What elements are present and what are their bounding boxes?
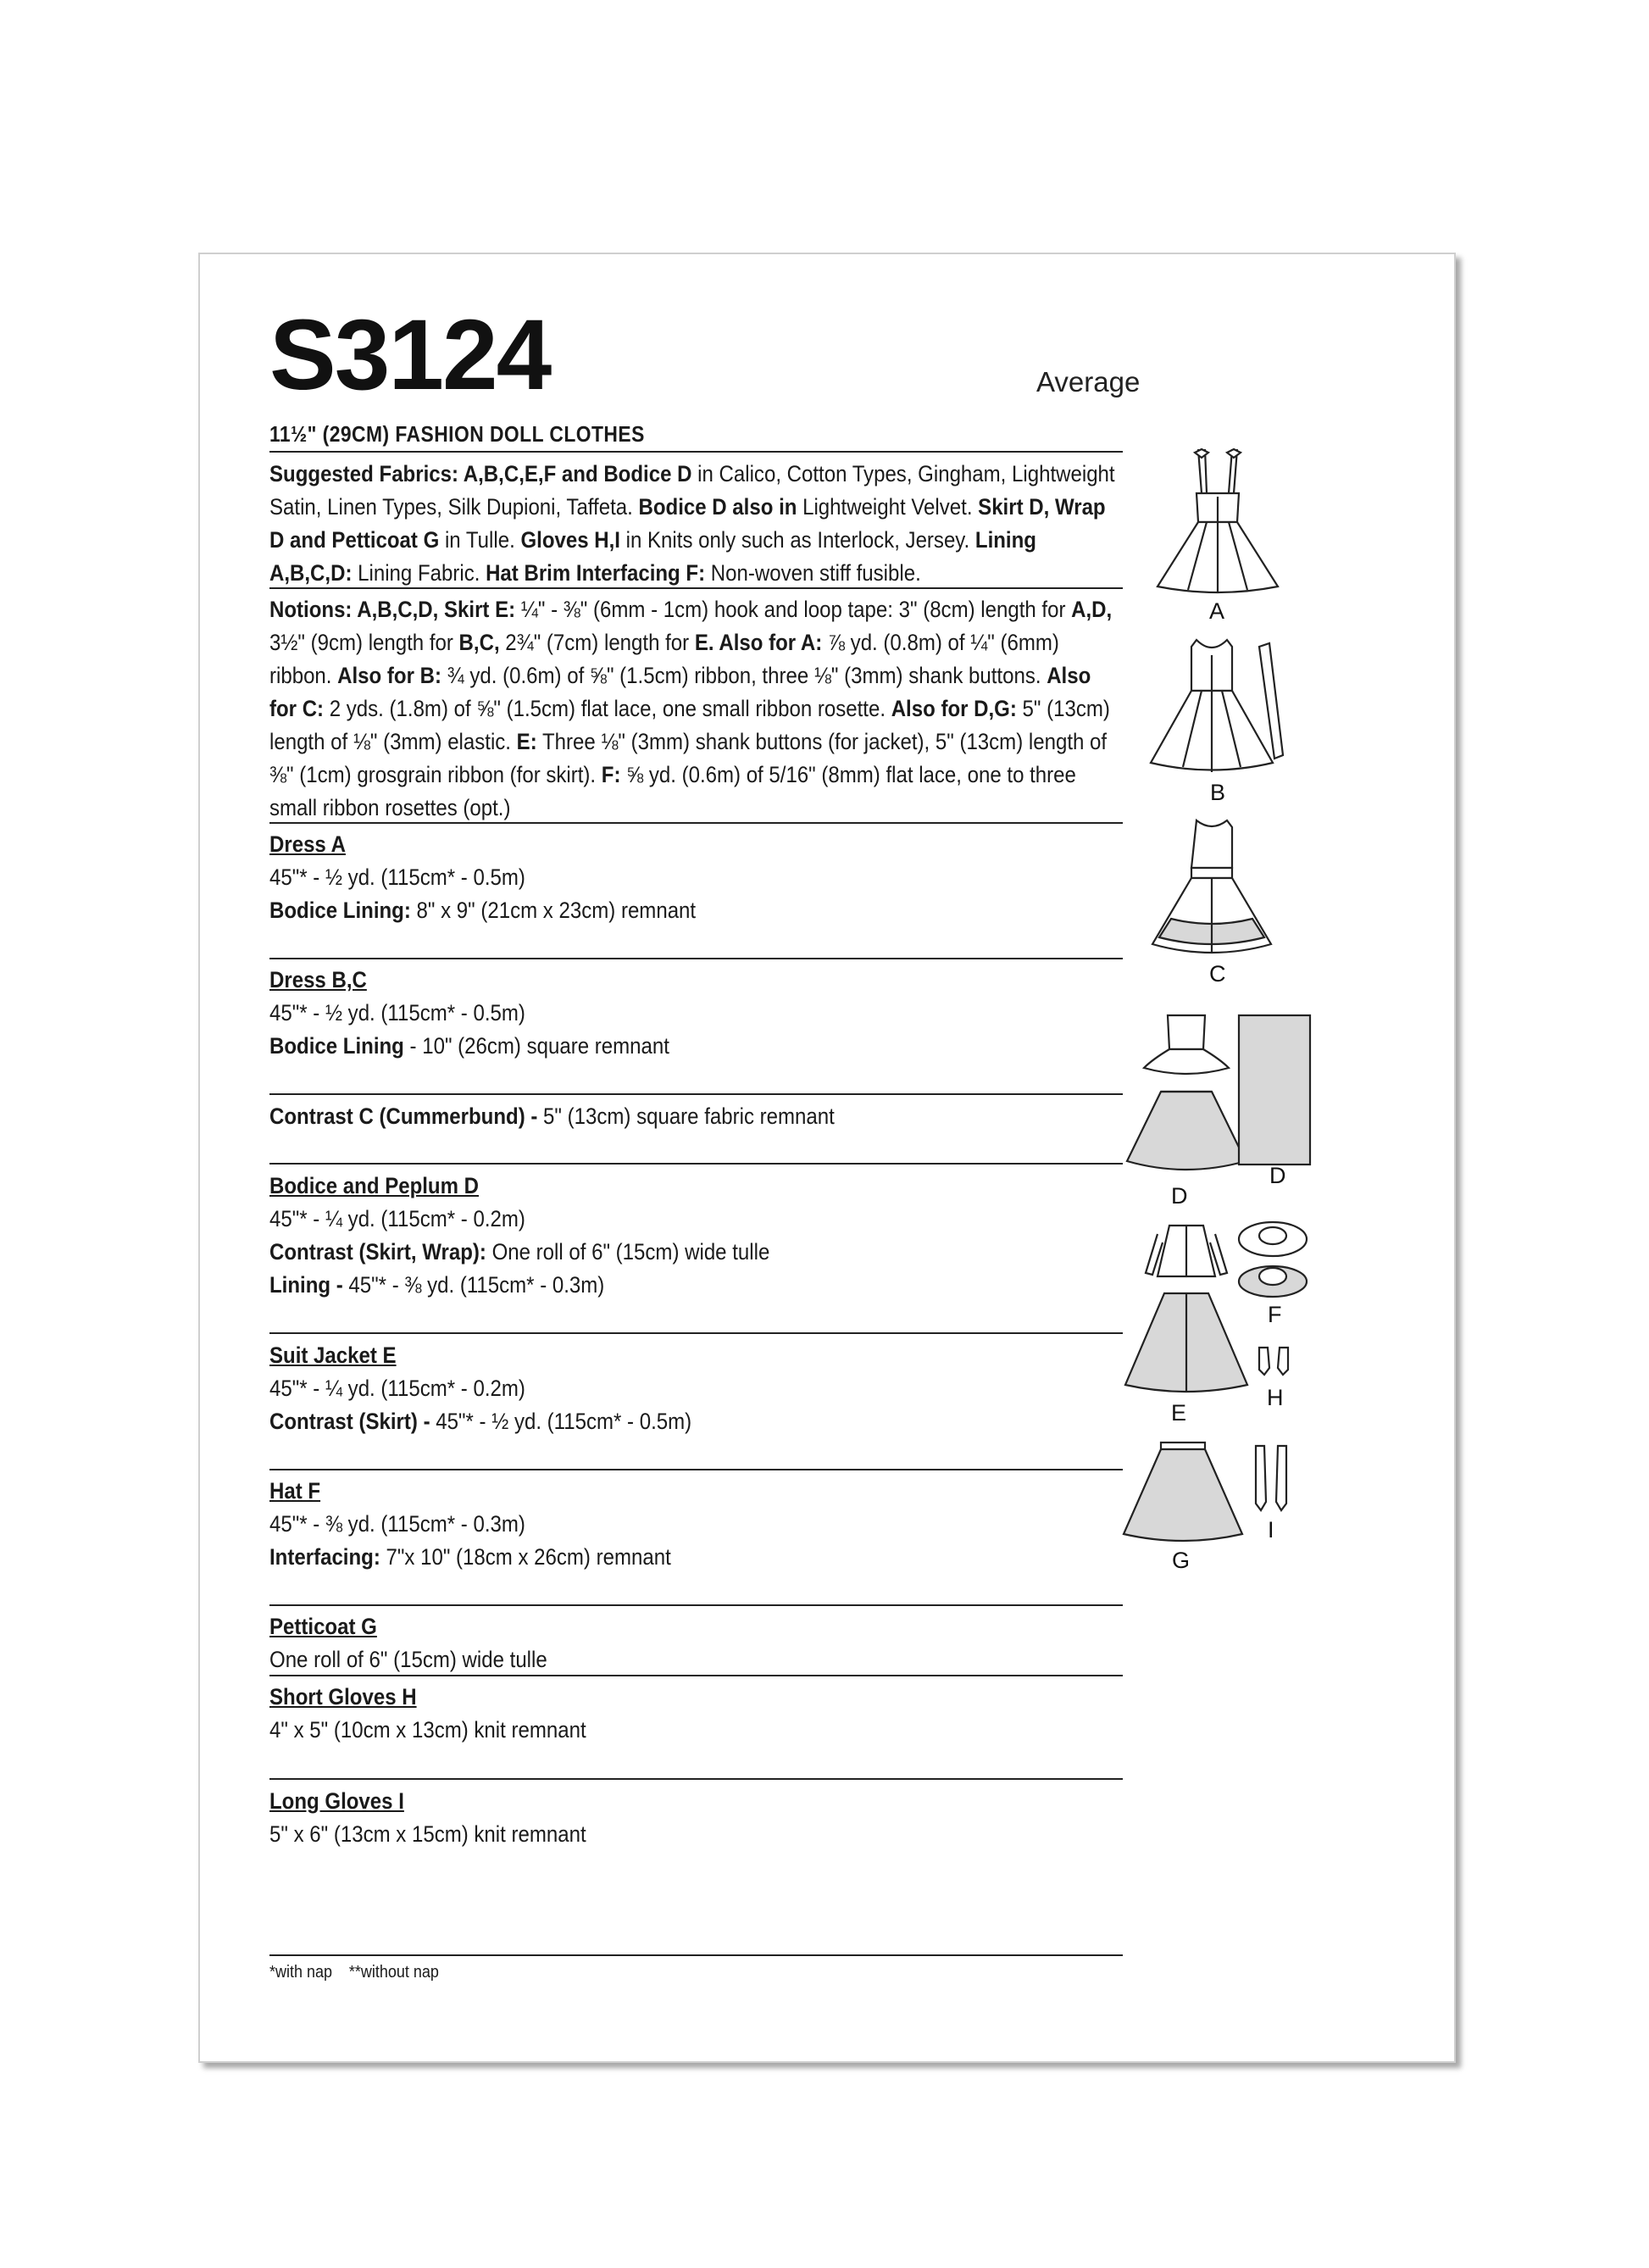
- section-dress-bc: Dress B,C 45"* - ½ yd. (115cm* - 0.5m) Bodice Lining - 10" (26cm) square remnant: [269, 964, 1122, 1063]
- section-title: Suit Jacket E: [269, 1342, 397, 1368]
- divider: [269, 451, 1123, 453]
- notions: Notions: A,B,C,D, Skirt E: ¼" - ⅜" (6mm - 1cm) hook and loop tape: 3" (8cm) length for A,D, 3½" (9cm) length for B,C, 2¾" (7cm) length for E. Also for A: ⅞ yd. (0.8m) of ¼" (6mm) ribbon. Also for B: ¾ yd. (0.6m) of ⅝" (1.5cm) ribbon, three ⅛" (3mm) shank buttons. Also for C: 2 yds. (1.8m) of ⅝" (1.5cm) flat lace, one small ribbon rosette. Also for D,G: 5" (13cm) length of ⅛" (3mm) elastic. E: Three ⅛" (3mm) shank buttons (for jacket), 5" (13cm) length of ⅜" (1cm) grosgrain ribbon (for skirt). F: ⅝ yd. (0.6m) of 5/16" (8mm) flat lace, one to three small ribbon rosettes (opt.): [269, 597, 1113, 820]
- hat-f-illustration: [1235, 1217, 1312, 1302]
- short-gloves-h-illustration: [1256, 1348, 1298, 1381]
- pattern-subtitle: 11½" (29CM) FASHION DOLL CLOTHES: [269, 421, 645, 447]
- section-title: Dress A: [269, 831, 346, 857]
- dress-a-illustration: [1154, 449, 1281, 593]
- divider: [269, 1604, 1123, 1606]
- section-title: Hat F: [269, 1478, 321, 1504]
- view-label-c: C: [1209, 961, 1226, 987]
- view-label-d-wrap: D: [1269, 1163, 1286, 1188]
- petticoat-g-illustration: [1115, 1441, 1251, 1551]
- divider: [269, 1093, 1123, 1095]
- wrap-d-illustration: [1237, 1014, 1313, 1168]
- divider: [269, 1332, 1123, 1334]
- dress-c-illustration: [1152, 820, 1296, 964]
- section-title: Dress B,C: [269, 967, 367, 992]
- view-label-h: H: [1267, 1385, 1284, 1410]
- suggested-fabrics: Suggested Fabrics: A,B,C,E,F and Bodice D in Calico, Cotton Types, Gingham, Lightweight Satin, Linen Types, Silk Dupioni, Taffeta. Bodice D also in Lightweight Velvet. Skirt D, Wrap D and Petticoat G in Tulle. Gloves H,I in Knits only such as Interlock, Jersey. Lining A,B,C,D: Lining Fabric. Hat Brim Interfacing F: Non-woven stiff fusible.: [269, 461, 1115, 586]
- dress-b-illustration: [1144, 640, 1313, 780]
- section-bodice-peplum-d: Bodice and Peplum D 45"* - ¼ yd. (115cm* - 0.2m) Contrast (Skirt, Wrap): One roll of 6" (15cm) wide tulle Lining - 45"* - ⅜ yd. (115cm* - 0.3m): [269, 1170, 1122, 1302]
- divider: [269, 958, 1123, 959]
- view-label-e: E: [1171, 1400, 1187, 1426]
- section-petticoat-g: Petticoat G One roll of 6" (15cm) wide tulle: [269, 1610, 1122, 1676]
- pattern-number: S3124: [269, 299, 551, 411]
- bodice-peplum-d-illustration: [1127, 1015, 1254, 1193]
- section-suit-jacket-e: Suit Jacket E 45"* - ¼ yd. (115cm* - 0.2m) Contrast (Skirt) - 45"* - ½ yd. (115cm* - 0.5m): [269, 1339, 1122, 1438]
- difficulty-level: Average: [1036, 366, 1141, 397]
- divider: [269, 822, 1123, 824]
- section-dress-a: Dress A 45"* - ½ yd. (115cm* - 0.5m) Bodice Lining: 8" x 9" (21cm x 23cm) remnant: [269, 828, 1122, 927]
- section-title: Long Gloves I: [269, 1788, 404, 1814]
- section-title: Short Gloves H: [269, 1684, 417, 1709]
- footnote-without-nap: **without nap: [348, 1963, 439, 1982]
- divider: [269, 1954, 1123, 1956]
- long-gloves-i-illustration: [1252, 1446, 1295, 1514]
- view-label-d-outfit: D: [1171, 1183, 1188, 1209]
- divider: [269, 1163, 1123, 1165]
- divider: [269, 1675, 1123, 1676]
- section-short-gloves-h: Short Gloves H 4" x 5" (10cm x 13cm) knit remnant: [269, 1681, 1122, 1747]
- section-title: Bodice and Peplum D: [269, 1173, 480, 1198]
- divider: [269, 1469, 1123, 1470]
- view-label-f: F: [1268, 1302, 1282, 1327]
- footnotes: [269, 1963, 456, 1982]
- section-hat-f: Hat F 45"* - ⅜ yd. (115cm* - 0.3m) Interfacing: 7"x 10" (18cm x 26cm) remnant: [269, 1475, 1122, 1574]
- divider: [269, 1778, 1123, 1780]
- section-title: Petticoat G: [269, 1614, 377, 1639]
- footnote-with-nap: *with nap: [269, 1963, 333, 1982]
- section-long-gloves-i: Long Gloves I 5" x 6" (13cm x 15cm) knit remnant: [269, 1785, 1122, 1851]
- view-label-b: B: [1210, 780, 1226, 805]
- view-label-g: G: [1172, 1548, 1191, 1573]
- section-contrast-c: Contrast C (Cummerbund) - 5" (13cm) square fabric remnant: [269, 1103, 835, 1129]
- view-label-a: A: [1209, 598, 1225, 624]
- divider: [269, 587, 1123, 589]
- view-label-i: I: [1268, 1517, 1274, 1543]
